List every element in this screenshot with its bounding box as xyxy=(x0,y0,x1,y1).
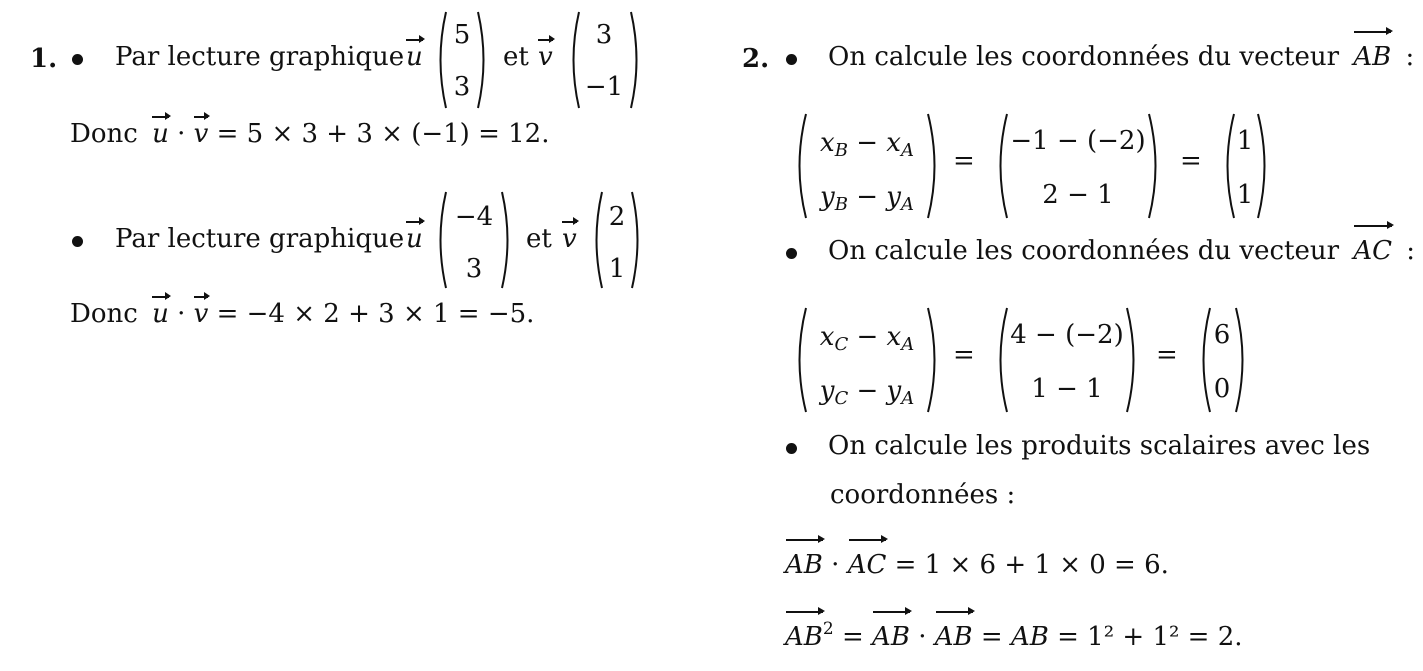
bullet xyxy=(72,236,83,247)
scalar-square-ab: $AB^2$ = AB · AB = AB = 1² + 1² = 2. xyxy=(785,619,1243,652)
right-paren xyxy=(1234,306,1250,414)
vector-v-column: 3 −1 xyxy=(567,10,643,110)
ab-middle-column: −1 − (−2) 2 − 1 xyxy=(993,112,1163,220)
item2-conclusion: Donc u · v = −4 × 2 + 3 × 1 = −5. xyxy=(70,299,535,329)
vector-ab: AB xyxy=(1353,42,1392,72)
ac-intro: On calcule les coordonnées du vecteur AC : xyxy=(828,236,1416,266)
item2-lead-text: Par lecture graphique xyxy=(115,224,405,254)
right-paren xyxy=(500,190,514,290)
question-number-2: 2. xyxy=(742,44,770,74)
right-paren xyxy=(926,306,942,414)
item1-conclusion: Donc u · v = 5 × 3 + 3 × (−1) = 12. xyxy=(70,119,550,149)
vector-u: u xyxy=(406,42,423,72)
item1-lead-text: Par lecture graphique xyxy=(115,42,405,72)
right-paren xyxy=(1125,306,1141,414)
right-paren xyxy=(926,112,942,220)
right-paren xyxy=(476,10,490,110)
bullet xyxy=(72,54,83,65)
ab-result-column: 1 1 xyxy=(1220,112,1272,220)
ab-intro: On calcule les coordonnées du vecteur AB : xyxy=(828,42,1415,72)
vector-u-column: 5 3 xyxy=(434,10,490,110)
right-paren xyxy=(630,190,644,290)
bullet xyxy=(786,443,797,454)
vector-u-column: −4 3 xyxy=(434,190,514,290)
right-paren xyxy=(629,10,643,110)
scalar-product-ab-ac: AB · AC = 1 × 6 + 1 × 0 = 6. xyxy=(785,550,1169,580)
vector-ac: AC xyxy=(1353,236,1392,266)
vector-v: v xyxy=(538,42,553,72)
vector-u: u xyxy=(406,224,423,254)
vector-v-column: 2 1 xyxy=(590,190,644,290)
ac-difference-column: $x_C - x_A$ $y_C - y_A$ xyxy=(792,306,942,414)
bullet xyxy=(786,54,797,65)
scalar-intro-line1: On calcule les produits scalaires avec les xyxy=(828,431,1371,461)
ac-middle-column: 4 − (−2) 1 − 1 xyxy=(993,306,1141,414)
right-paren xyxy=(1256,112,1272,220)
ac-result-column: 6 0 xyxy=(1196,306,1250,414)
ab-difference-column: $x_B - x_A$ $y_B - y_A$ xyxy=(792,112,942,220)
bullet xyxy=(786,248,797,259)
right-paren xyxy=(1147,112,1163,220)
scalar-intro-line2: coordonnées : xyxy=(830,480,1016,510)
question-number-1: 1. xyxy=(30,44,58,74)
vector-v: v xyxy=(562,224,577,254)
